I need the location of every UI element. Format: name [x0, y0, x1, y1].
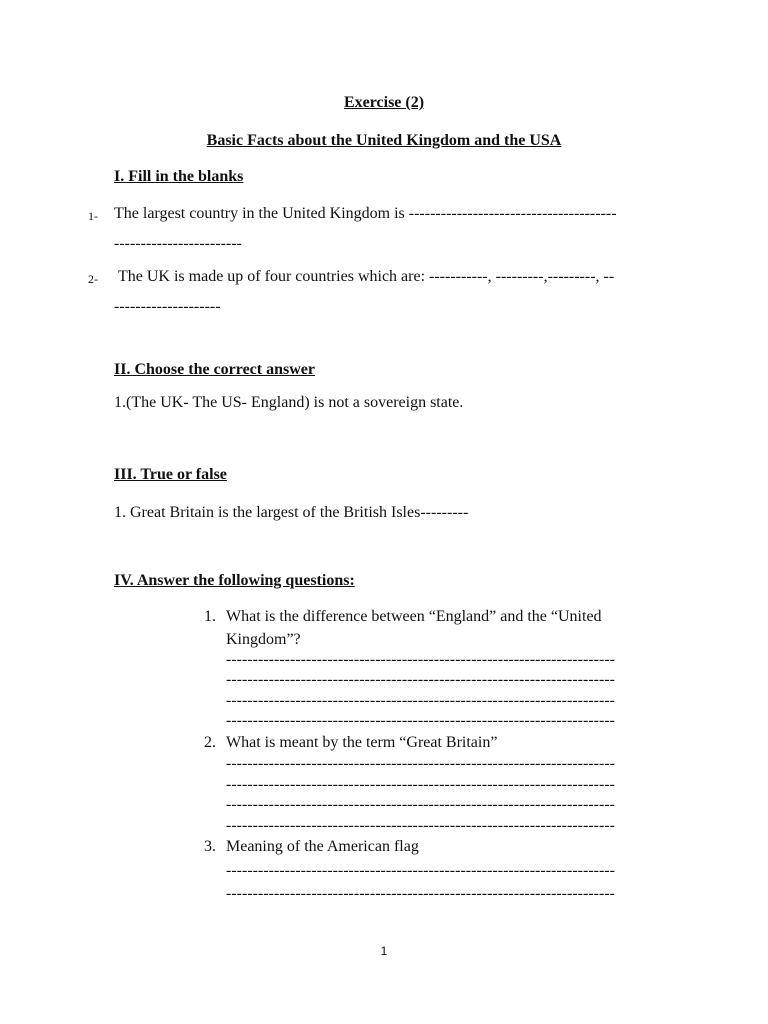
- section-heading-answer-questions: IV. Answer the following questions:: [114, 572, 355, 589]
- section-heading-true-false: III. True or false: [114, 466, 227, 483]
- answer-line: -------------------------------------------------------------------------: [226, 885, 615, 902]
- item-number: 1-: [88, 209, 98, 223]
- question-1-text-continuation: Kingdom”?: [226, 631, 301, 648]
- fill-blank-item-1-continuation: ------------------------: [114, 235, 242, 252]
- item-number: 2-: [88, 272, 98, 286]
- question-3-text: Meaning of the American flag: [226, 838, 419, 855]
- answer-line: -------------------------------------------------------------------------: [226, 692, 615, 709]
- exercise-title: Exercise (2): [343, 94, 425, 111]
- answer-line: -------------------------------------------------------------------------: [226, 755, 615, 772]
- fill-blank-item-2: The UK is made up of four countries which are: -----------, ---------,---------, --: [118, 268, 615, 285]
- answer-line: -------------------------------------------------------------------------: [226, 651, 615, 668]
- question-number: 3.: [204, 838, 216, 855]
- answer-line: -------------------------------------------------------------------------: [226, 671, 615, 688]
- fill-blank-item-1: The largest country in the United Kingdom is ---------------------------------------: [114, 205, 617, 222]
- question-2-text: What is meant by the term “Great Britain”: [226, 734, 498, 751]
- question-number: 2.: [204, 734, 216, 751]
- question-number: 1.: [204, 608, 216, 625]
- answer-line: -------------------------------------------------------------------------: [226, 796, 615, 813]
- section-heading-choose-answer: II. Choose the correct answer: [114, 361, 315, 378]
- choose-answer-item-1: 1.(The UK- The US- England) is not a sovereign state.: [114, 394, 464, 411]
- answer-line: -------------------------------------------------------------------------: [226, 776, 615, 793]
- page-number: 1: [380, 944, 388, 958]
- page-subtitle: Basic Facts about the United Kingdom and the USA: [206, 132, 562, 149]
- true-false-item-1: 1. Great Britain is the largest of the British Isles---------: [114, 504, 469, 521]
- question-1-text: What is the difference between “England” and the “United: [226, 608, 602, 625]
- section-heading-fill-blanks: I. Fill in the blanks: [114, 168, 244, 185]
- answer-line: -------------------------------------------------------------------------: [226, 712, 615, 729]
- answer-line: -------------------------------------------------------------------------: [226, 862, 615, 879]
- answer-line: -------------------------------------------------------------------------: [226, 817, 615, 834]
- fill-blank-item-2-continuation: --------------------: [114, 298, 221, 315]
